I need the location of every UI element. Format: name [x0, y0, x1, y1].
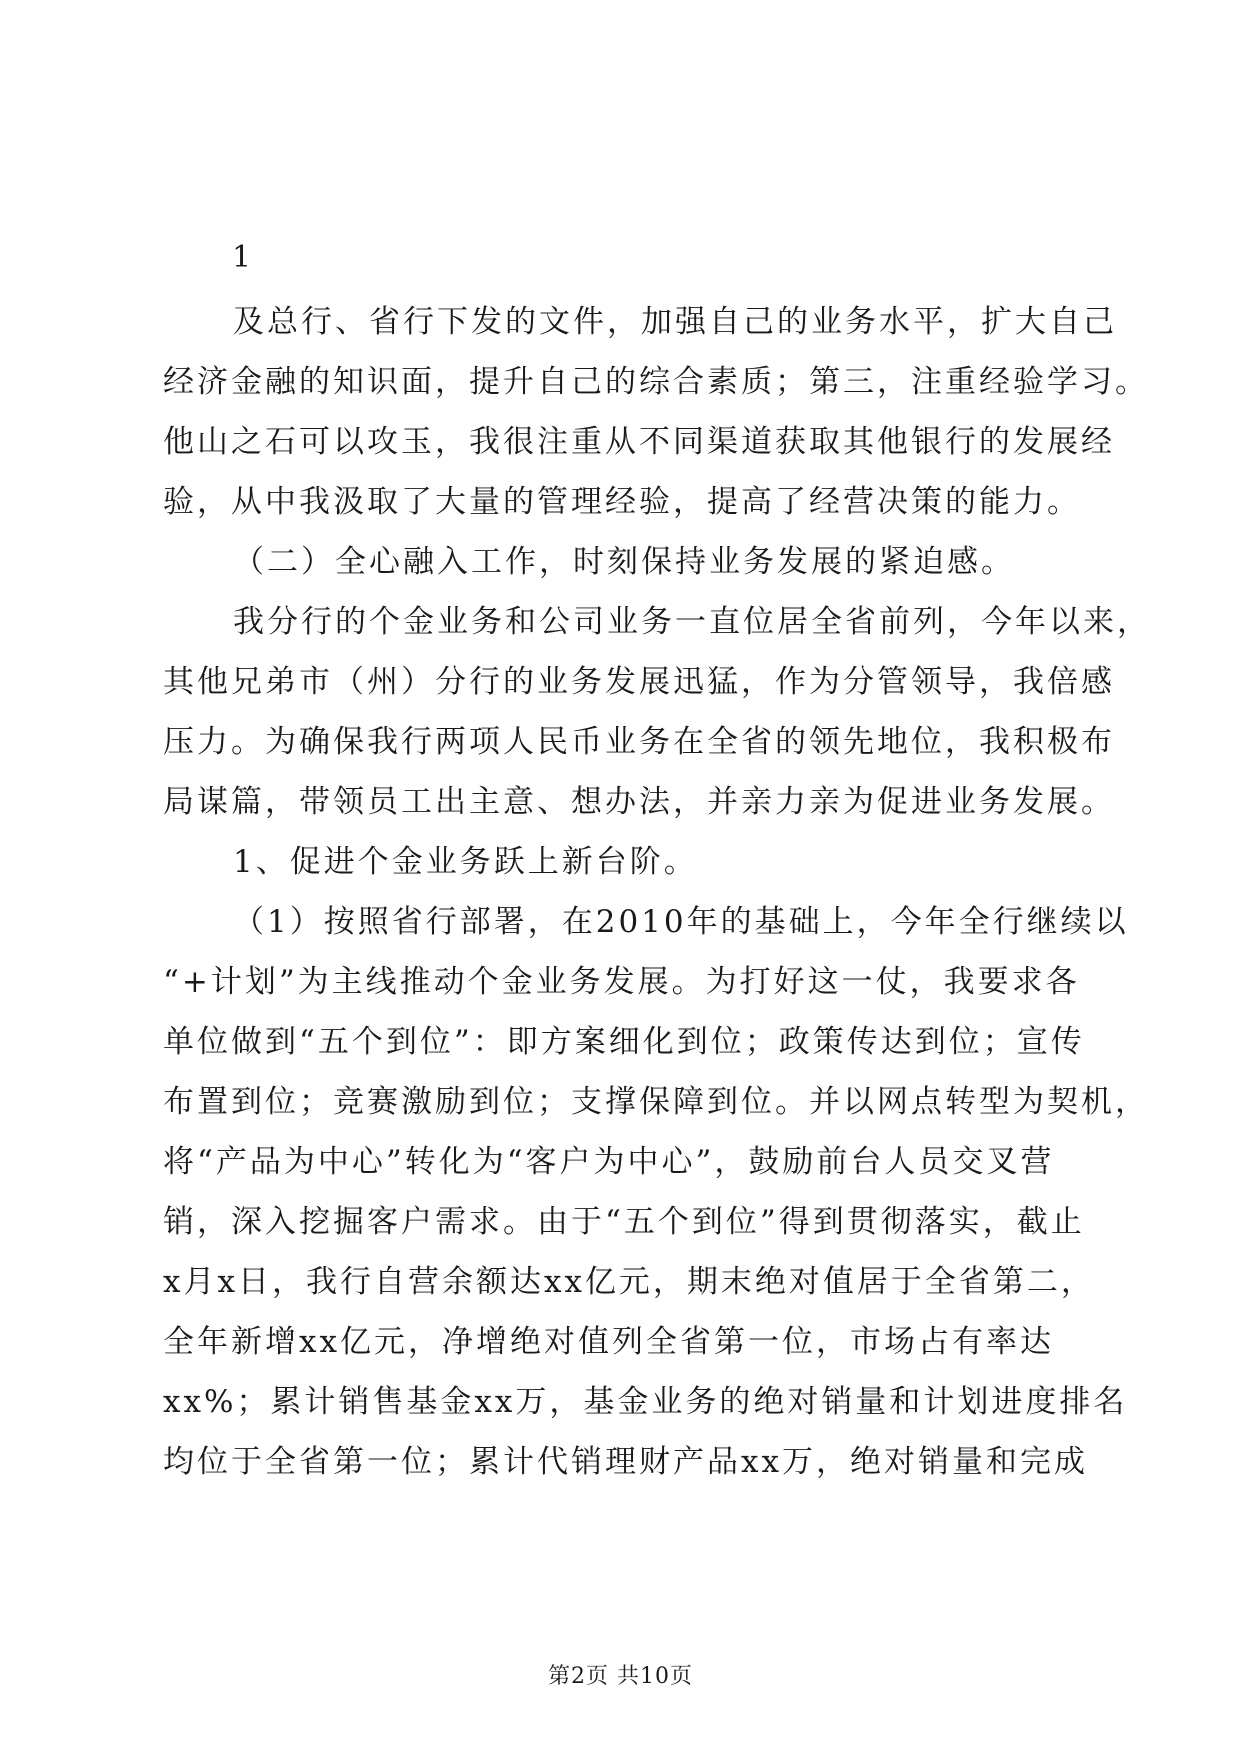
text-line: （1）按照省行部署，在2010年的基础上，今年全行继续以: [233, 904, 1129, 940]
text-line: 及总行、省行下发的文件，加强自己的业务水平，扩大自己: [233, 304, 1117, 340]
text-line: 布置到位；竞赛激励到位；支撑保障到位。并以网点转型为契机，: [163, 1084, 1149, 1120]
top-page-number: 1: [232, 240, 252, 275]
text-line: 销，深入挖掘客户需求。由于“五个到位”得到贯彻落实，截止: [163, 1204, 1085, 1240]
text-line: x月x日，我行自营余额达xx亿元，期末绝对值居于全省第二，: [163, 1264, 1095, 1300]
section-heading: （二）全心融入工作，时刻保持业务发展的紧迫感。: [233, 544, 1015, 580]
text-line: 压力。为确保我行两项人民币业务在全省的领先地位，我积极布: [163, 724, 1115, 760]
text-line: 单位做到“五个到位”：即方案细化到位；政策传达到位；宣传: [163, 1024, 1085, 1060]
text-line: 将“产品为中心”转化为“客户为中心”，鼓励前台人员交叉营: [163, 1144, 1055, 1180]
text-line: 经济金融的知识面，提升自己的综合素质；第三，注重经验学习。: [163, 364, 1149, 400]
text-line: 验，从中我汲取了大量的管理经验，提高了经营决策的能力。: [163, 484, 1081, 520]
text-line: xx%；累计销售基金xx万，基金业务的绝对销量和计划进度排名: [163, 1384, 1128, 1420]
page-footer: 第2页 共10页: [548, 1664, 693, 1689]
subsection-heading: 1、促进个金业务跃上新台阶。: [233, 844, 698, 880]
text-line: 我分行的个金业务和公司业务一直位居全省前列，今年以来，: [233, 604, 1151, 640]
text-line: 他山之石可以攻玉，我很注重从不同渠道获取其他银行的发展经: [163, 424, 1115, 460]
text-line: “+计划”为主线推动个金业务发展。为打好这一仗，我要求各: [163, 964, 1080, 1000]
text-line: 均位于全省第一位；累计代销理财产品xx万，绝对销量和完成: [163, 1444, 1088, 1480]
body-text: [163, 292, 1151, 1492]
text-line: 其他兄弟市（州）分行的业务发展迅猛，作为分管领导，我倍感: [163, 664, 1115, 700]
text-line: 全年新增xx亿元，净增绝对值列全省第一位，市场占有率达: [163, 1324, 1054, 1360]
text-line: 局谋篇，带领员工出主意、想办法，并亲力亲为促进业务发展。: [163, 784, 1115, 820]
